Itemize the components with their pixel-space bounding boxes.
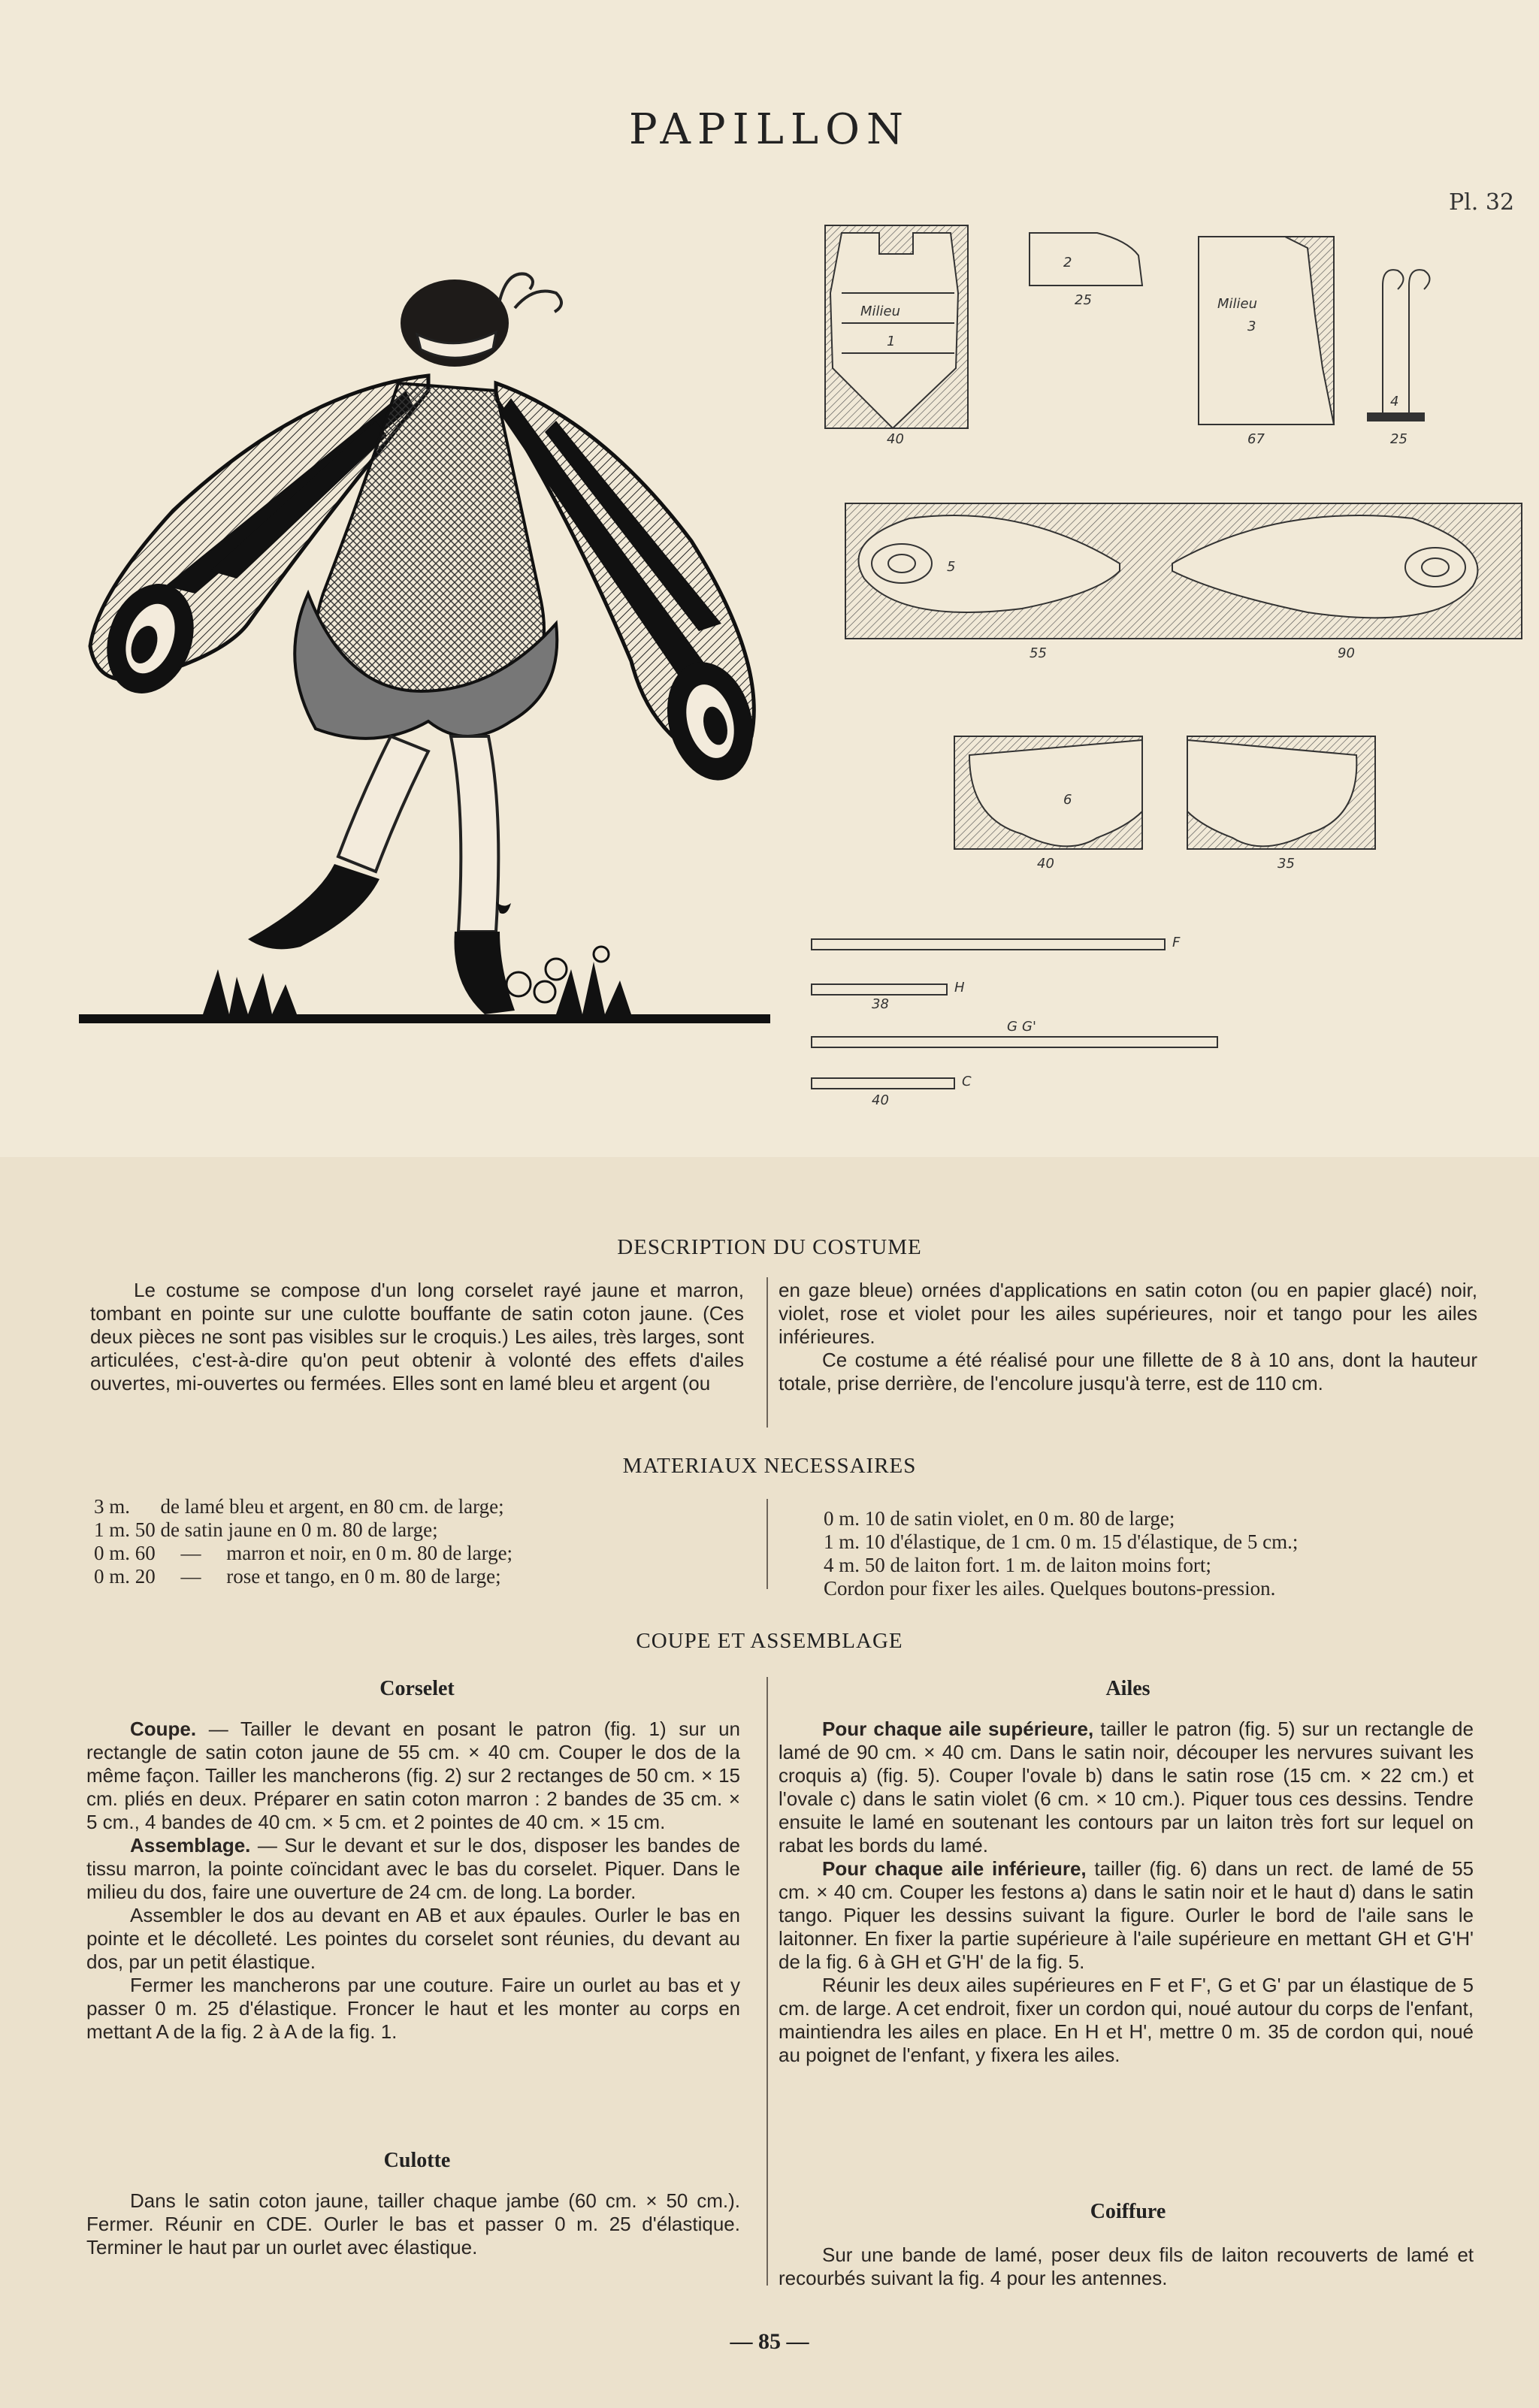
coiffure-text: Sur une bande de lamé, poser deux fils de laiton recouverts de lamé et recourbés suivant la fig. 4 pour les antennes. [779, 2243, 1474, 2289]
fig-4-number: 4 [1390, 394, 1399, 409]
material-item: 1 m. 10 d'élastique, de 1 cm. 0 m. 15 d'élastique, de 5 cm.; [824, 1530, 1299, 1553]
ailes-inferieure-text: tailler (fig. 6) dans un rect. de lamé de 55 cm. × 40 cm. Couper les festons a) dans le satin noir et le haut d) dans le satin tango. Piquer les dessins suivant la figure. Ourler le bord de l'aile sans le laitonner. En fixer la partie supérieure à l'aile supérieure en mettant GH et G'H' de la fig. 6 à GH et G'H' de la fig. 5. [779, 1857, 1474, 1973]
description-right-column [779, 1279, 1477, 1395]
corselet-assemblage-text: — Sur le devant et sur le dos, disposer les bandes de tissu marron, la pointe coïncidant avec le bas du corselet. Piquer. Dans le milieu du dos, faire une ouverture de 24 cm. de long. La border. [86, 1834, 740, 1903]
fig-4-antennae [1368, 270, 1430, 447]
corselet-text-3: Assembler le dos au devant en AB et aux épaules. Ourler le bas en pointe et le décolleté. Les pointes du corselet sont réunies, du devant au dos, par un petit élastique. [86, 1904, 740, 1973]
corselet-coupe-lead: Coupe. [130, 1718, 197, 1740]
legs [248, 736, 515, 1014]
column-divider [766, 1677, 768, 2286]
coupe-title: COUPE ET ASSEMBLAGE [636, 1629, 903, 1653]
materials-right-list [824, 1507, 1500, 1600]
fig-6-width-right: 35 [1277, 856, 1295, 872]
description-right-text-2: Ce costume a été réalisé pour une fillette de 8 à 10 ans, dont la hauteur totale, prise derrière, de l'encolure jusqu'à terre, est de 110 cm. [779, 1349, 1477, 1394]
page-title: PAPILLON [628, 105, 911, 154]
fig-3-culotte [1199, 237, 1334, 447]
culotte-section [86, 2189, 740, 2259]
fig-5-number: 5 [947, 559, 956, 575]
corselet-text-4: Fermer les mancherons par une couture. Faire un ourlet au bas et y passer 0 m. 25 d'élastique. Froncer le haut et les monter au corps en mettant A de la fig. 2 à A de la fig. 1. [86, 1974, 740, 2043]
strip-label-c: C [962, 1074, 972, 1089]
fig-3-number: 3 [1247, 319, 1256, 334]
butterfly-costume-illustration [75, 270, 774, 1052]
material-item: 3 m. de lamé bleu et argent, en 80 cm. de large; [94, 1495, 504, 1518]
fig-6-number: 6 [1063, 792, 1072, 808]
strip-label-g-prime: G' [1022, 1019, 1036, 1035]
corselet-title: Corselet [379, 1677, 455, 1700]
elastic-strips [812, 935, 1217, 1108]
fig-2-width: 25 [1075, 292, 1092, 308]
ailes-inferieure-lead: Pour chaque aile inférieure, [822, 1857, 1087, 1880]
description-title: DESCRIPTION DU COSTUME [617, 1235, 922, 1259]
strip-label-40: 40 [872, 1092, 889, 1108]
coiffure-section [779, 2243, 1474, 2290]
head [401, 273, 561, 367]
fig-1-width: 40 [887, 431, 904, 447]
strip-label-f: F [1172, 935, 1181, 950]
fig-4-width: 25 [1390, 431, 1407, 447]
description-left-text: Le costume se compose d'un long corselet rayé jaune et marron, tombant en pointe sur une culotte bouffante de satin coton jaune. (Ces deux pièces ne sont pas visibles sur le croquis.) Les ailes, très larges, sont articulées, c'est-à-dire qu'on peut obtenir à volonté des effets d'ailes ouvertes, mi-ouvertes ou fermées. Elles sont en lamé bleu et argent (ou [90, 1279, 744, 1394]
fig-5-width-right: 90 [1338, 645, 1355, 661]
fig-1-milieu: Milieu [860, 304, 901, 319]
ailes-text-3: Réunir les deux ailes supérieures en F et F', G et G' par un élastique de 5 cm. de large. A cet endroit, fixer un cordon qui, noué autour du corps de l'enfant, maintiendra les ailes en place. En H et H', mettre 0 m. 35 de cordon qui, noué au poignet de l'enfant, y fixera les ailes. [779, 1974, 1474, 2066]
column-divider [766, 1499, 768, 1589]
description-right-text-1: en gaze bleue) ornées d'applications en satin coton (ou en papier glacé) noir, violet, rose et violet pour les ailes supérieures, noir et tango pour les ailes inférieures. [779, 1279, 1477, 1348]
corselet-assemblage-lead: Assemblage. [130, 1834, 251, 1857]
description-left-column [90, 1279, 744, 1395]
fig-6-width-left: 40 [1037, 856, 1054, 872]
ailes-title: Ailes [1105, 1677, 1150, 1700]
column-divider [766, 1277, 768, 1428]
material-item: 0 m. 10 de satin violet, en 0 m. 80 de large; [824, 1507, 1175, 1530]
pattern-figures [797, 203, 1533, 1127]
ailes-superieure-text: tailler le patron (fig. 5) sur un rectangle de lamé de 90 cm. × 40 cm. Dans le satin noir, découper les nervures suivant les croquis a) (fig. 5). Couper l'ovale b) dans le satin rose (15 cm. × 22 cm.) et l'ovale c) dans le satin violet (6 cm. × 10 cm.). Piquer tous ces dessins. Tendre ensuite le lamé en soutenant les contours par un laiton très fort sur lequel on rabat les bords du lamé. [779, 1718, 1474, 1857]
page-number: — 85 — [730, 2329, 809, 2354]
fig-2-number: 2 [1063, 255, 1072, 270]
culotte-text: Dans le satin coton jaune, tailler chaque jambe (60 cm. × 50 cm.). Fermer. Réunir en CDE. Ourler le bas et passer 0 m. 25 d'élastique. Terminer le haut par un ourlet avec élastique. [86, 2189, 740, 2258]
strip-label-g: G [1007, 1019, 1017, 1035]
strip-label-38: 38 [872, 996, 889, 1012]
ailes-section [779, 1718, 1474, 2067]
corselet-section [86, 1718, 740, 2044]
fig-5-upper-wings [845, 503, 1522, 661]
fig-1-corselet-front [825, 225, 968, 447]
fig-5-width-left: 55 [1030, 645, 1047, 661]
culotte-title: Culotte [383, 2149, 451, 2172]
fig-6-lower-wings [954, 736, 1375, 872]
material-item: 1 m. 50 de satin jaune en 0 m. 80 de large; [94, 1518, 438, 1541]
plate-number: Pl. 32 [1449, 189, 1515, 216]
material-item: 0 m. 20 — rose et tango, en 0 m. 80 de large; [94, 1565, 501, 1588]
materials-left-list [94, 1495, 755, 1588]
ailes-superieure-lead: Pour chaque aile supérieure, [822, 1718, 1094, 1740]
fig-1-number: 1 [887, 334, 896, 349]
fig-2-mancheron [1030, 233, 1142, 308]
material-item: Cordon pour fixer les ailes. Quelques boutons-pression. [824, 1577, 1276, 1600]
corselet-coupe-text: — Tailler le devant en posant le patron (fig. 1) sur un rectangle de satin coton jaune de 55 cm. × 40 cm. Couper le dos de la même façon. Tailler les mancherons (fig. 2) sur 2 rectanges de 50 cm. × 15 cm. pliés en deux. Préparer en satin coton marron : 2 bandes de 35 cm. × 5 cm., 4 bandes de 40 cm. × 5 cm. et 2 pointes de 40 cm. × 15 cm. [86, 1718, 740, 1833]
coiffure-title: Coiffure [1090, 2200, 1166, 2223]
fig-3-width: 67 [1247, 431, 1265, 447]
strip-label-h: H [954, 980, 965, 996]
material-item: 0 m. 60 — marron et noir, en 0 m. 80 de large; [94, 1542, 513, 1564]
materials-title: MATERIAUX NECESSAIRES [622, 1454, 917, 1478]
fig-3-milieu: Milieu [1217, 296, 1258, 312]
ground-with-flowers [79, 902, 770, 1023]
material-item: 4 m. 50 de laiton fort. 1 m. de laiton moins fort; [824, 1554, 1211, 1576]
